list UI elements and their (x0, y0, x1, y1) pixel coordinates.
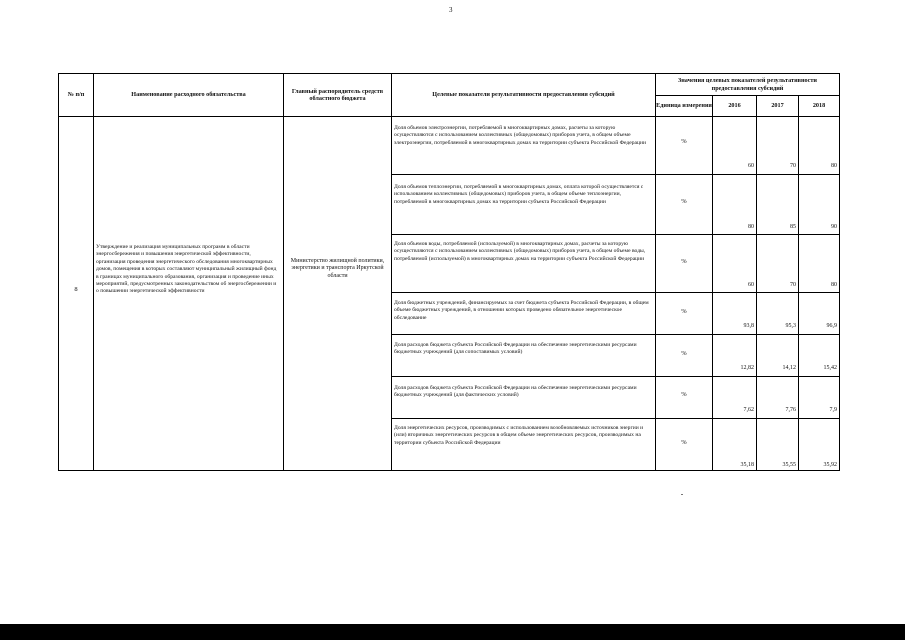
value-2017: 35,55 (782, 462, 796, 468)
row-number: 8 (74, 286, 78, 293)
indicator-unit: % (681, 439, 687, 446)
row-divider (391, 376, 839, 377)
row-divider (391, 174, 839, 175)
header-year-2018: 2018 (812, 102, 826, 110)
indicator-unit: % (681, 138, 687, 145)
indicator-text: Доля объемов теплоэнергии, потребляемой в многоквартирных домах, оплата которой осуществляется с использованием коллективных (общедомовых) приборов учета, в общем объеме теплоэнергии, потребляемой в многоквартирных домах на территории субъекта Российской Федерации (394, 184, 644, 205)
value-2016: 93,8 (743, 323, 754, 329)
value-2017: 14,12 (782, 365, 796, 371)
value-2016: 60 (748, 282, 754, 288)
header-bottom-line (59, 116, 839, 117)
header-name: Наименование расходного обязательства (131, 91, 246, 99)
value-2017: 70 (790, 163, 796, 169)
obligation-name: Утверждение и реализация муниципальных программ в области энергосбережения и повышения энергетической эффективности, организация проведения энергетического обследования многоквартирных домов, помещения в которых составляют муниципальный жилищный фонд в границах муниципального образования, организация и проведение иных мероприятий, предусмотренных законодательством об энергосбережении и о повышении энергетической эффективности (96, 244, 277, 295)
scan-bottom-edge (0, 624, 905, 640)
value-2018: 15,42 (823, 365, 837, 371)
col-divider (93, 74, 94, 470)
indicator-text: Доля объемов электроэнергии, потребляемой в многоквартирных домах, расчеты за которую осуществляются с использованием коллективных (общедомовых) приборов учета, в общем объеме электроэнергии, потребляемой в многоквартирных домах на территории субъекта Российской Федерации (394, 125, 647, 146)
row-divider (391, 292, 839, 293)
value-2016: 12,82 (740, 365, 754, 371)
indicator-text: Доля энергетических ресурсов, производимых с использованием возобновляемых источников энергии и (или) вторичных энергетических ресурсов в общем объеме энергетических ресурсов, производимых на территории субъекта Российской Федерации (394, 425, 644, 446)
row-divider (391, 418, 839, 419)
row-divider (391, 234, 839, 235)
indicator-text: Доля бюджетных учреждений, финансируемых за счет бюджета субъекта Российской Федерации, в общем объеме бюджетных учреждений, в отношении которых проведено обязательное энергетическое обследование (394, 300, 649, 321)
value-2018: 80 (831, 282, 837, 288)
value-2018: 7,9 (829, 407, 837, 413)
header-number: № п/п (67, 91, 85, 99)
indicator-unit: % (681, 258, 687, 265)
value-2016: 7,62 (743, 407, 754, 413)
value-2017: 70 (790, 282, 796, 288)
indicator-text: Доля объемов воды, потребляемой (используемой) в многоквартирных домах, расчеты за которую осуществляются с использованием коллективных (общедомовых) приборов учета, в общем объеме воды, потребляемой (используемой) в многоквартирных домах на территории субъекта Российской Федерации (394, 241, 646, 262)
col-divider (283, 74, 284, 470)
value-2016: 60 (748, 163, 754, 169)
indicator-unit: % (681, 308, 687, 315)
header-indicators: Целевые показатели результативности предоставления субсидий (432, 91, 615, 99)
indicator-text: Доля расходов бюджета субъекта Российской Федерации на обеспечение энергетическими ресурсами бюджетных учреждений (для сопоставимых условий) (394, 342, 637, 356)
value-2018: 90 (831, 224, 837, 230)
header-year-2016: 2016 (728, 102, 741, 110)
header-year-2017: 2017 (771, 102, 784, 110)
subsidy-indicators-table (58, 73, 840, 471)
value-2017: 85 (790, 224, 796, 230)
value-2017: 7,76 (785, 407, 796, 413)
row-divider (391, 334, 839, 335)
value-2018: 96,9 (826, 323, 837, 329)
value-2016: 35,18 (740, 462, 754, 468)
page-number: 3 (449, 6, 453, 14)
value-2018: 35,92 (823, 462, 837, 468)
header-values-group: Значения целевых показателей результативности предоставления субсидий (677, 77, 818, 92)
value-2018: 80 (831, 163, 837, 169)
indicator-unit: % (681, 350, 687, 357)
scan-speck (681, 494, 683, 495)
col-divider (655, 74, 656, 470)
indicator-unit: % (681, 198, 687, 205)
col-divider (391, 74, 392, 470)
value-2017: 95,3 (785, 323, 796, 329)
col-divider (712, 96, 713, 470)
budget-manager: Министерство жилищной политики, энергетики и транспорта Иркутской области (290, 258, 385, 279)
header-manager: Главный распорядитель средств областного бюджета (291, 87, 384, 102)
header-unit: Единица измерения (656, 102, 712, 110)
indicator-unit: % (681, 391, 687, 398)
value-2016: 80 (748, 224, 754, 230)
indicator-text: Доля расходов бюджета субъекта Российской Федерации на обеспечение энергетическими ресурсами бюджетных учреждений (для фактических условий) (394, 385, 637, 399)
